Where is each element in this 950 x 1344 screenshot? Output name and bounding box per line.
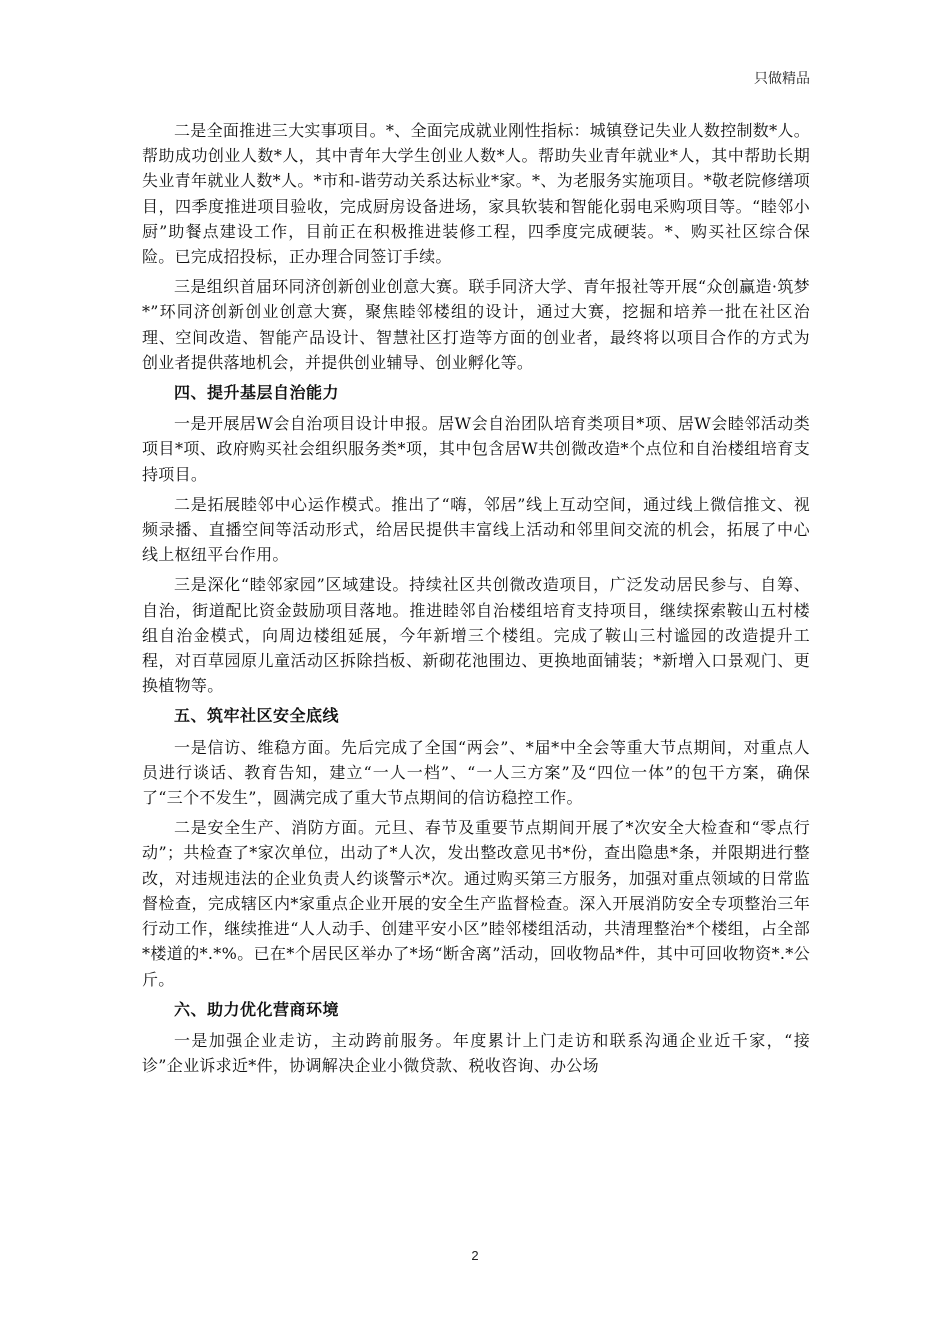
paragraph: 二是全面推进三大实事项目。*、全面完成就业刚性指标：城镇登记失业人数控制数*人。帮助成功创业人数*人，其中青年大学生创业人数*人。帮助失业青年就业*人，其中帮助长期失业青年就业人数*人。*市和-谐劳动关系达标业*家。*、为老服务实施项目。*敬老院修缮项目，四季度推进项目验收，完成厨房设备进场，家具软装和智能化弱电采购项目等。“睦邻小厨”助餐点建设工作，目前正在积极推进装修工程，四季度完成硬装。*、购买社区综合保险。已完成招投标，正办理合同签订手续。 (142, 121, 811, 267)
document-body (142, 118, 810, 1083)
paragraph: 一是信访、维稳方面。先后完成了全国“两会”、*届*中全会等重大节点期间，对重点人员进行谈话、教育告知，建立“一人一档”、“一人三方案”及“四位一体”的包干方案，确保了“三个不发生”，圆满完成了重大节点期间的信访稳控工作。 (142, 737, 810, 808)
page-header: 只做精品 (754, 71, 810, 87)
paragraph: 二是安全生产、消防方面。元旦、春节及重要节点期间开展了*次安全大检查和“零点行动”；共检查了*家次单位，出动了*人次，发出整改意见书*份，查出隐患*条，并限期进行整改，对违规违法的企业负责人约谈警示*次。通过购买第三方服务，加强对重点领域的日常监督检查，完成辖区内*家重点企业开展的安全生产监督检查。深入开展消防安全专项整治三年行动工作，继续推进“人人动手、创建平安小区”睦邻楼组活动，共清理整治*个楼组，占全部*楼道的*.*%。已在*个居民区举办了*场“断舍离”活动，回收物品*件，其中可回收物资*.*公斤。 (142, 818, 810, 989)
paragraph: 三是组织首届环同济创新创业创意大赛。联手同济大学、青年报社等开展“众创赢造·筑梦*”环同济创新创业创意大赛，聚焦睦邻楼组的设计，通过大赛，挖掘和培养一批在社区治理、空间改造、智能产品设计、智慧社区打造等方面的创业者，最终将以项目合作的方式为创业者提供落地机会，并提供创业辅导、创业孵化等。 (142, 277, 810, 372)
paragraph: 一是开展居W会自治项目设计申报。居W会自治团队培育类项目*项、居W会睦邻活动类项目*项、政府购买社会组织服务类*项，其中包含居W共创微改造*个点位和自治楼组培育支持项目。 (142, 414, 810, 484)
paragraph: 一是加强企业走访，主动跨前服务。年度累计上门走访和联系沟通企业近千家，“接诊”企业诉求近*件，协调解决企业小微贷款、税收咨询、办公场 (142, 1030, 810, 1076)
section-heading: 五、筑牢社区安全底线 (174, 706, 340, 726)
page-number: 2 (471, 1248, 479, 1263)
paragraph: 三是深化“睦邻家园”区域建设。持续社区共创微改造项目，广泛发动居民参与、自筹、自治，街道配比资金鼓励项目落地。推进睦邻自治楼组培育支持项目，继续探索鞍山五村楼组自治金模式，向周边楼组延展，今年新增三个楼组。完成了鞍山三村谧园的改造提升工程，对百草园原儿童活动区拆除挡板、新砌花池围边、更换地面铺装；*新增入口景观门、更换植物等。 (142, 575, 810, 696)
paragraph: 二是拓展睦邻中心运作模式。推出了“嗨，邻居”线上互动空间，通过线上微信推文、视频录播、直播空间等活动形式，给居民提供丰富线上活动和邻里间交流的机会，拓展了中心线上枢纽平台作用。 (142, 494, 810, 565)
section-heading: 四、提升基层自治能力 (174, 383, 340, 403)
section-heading: 六、助力优化营商环境 (174, 999, 340, 1019)
